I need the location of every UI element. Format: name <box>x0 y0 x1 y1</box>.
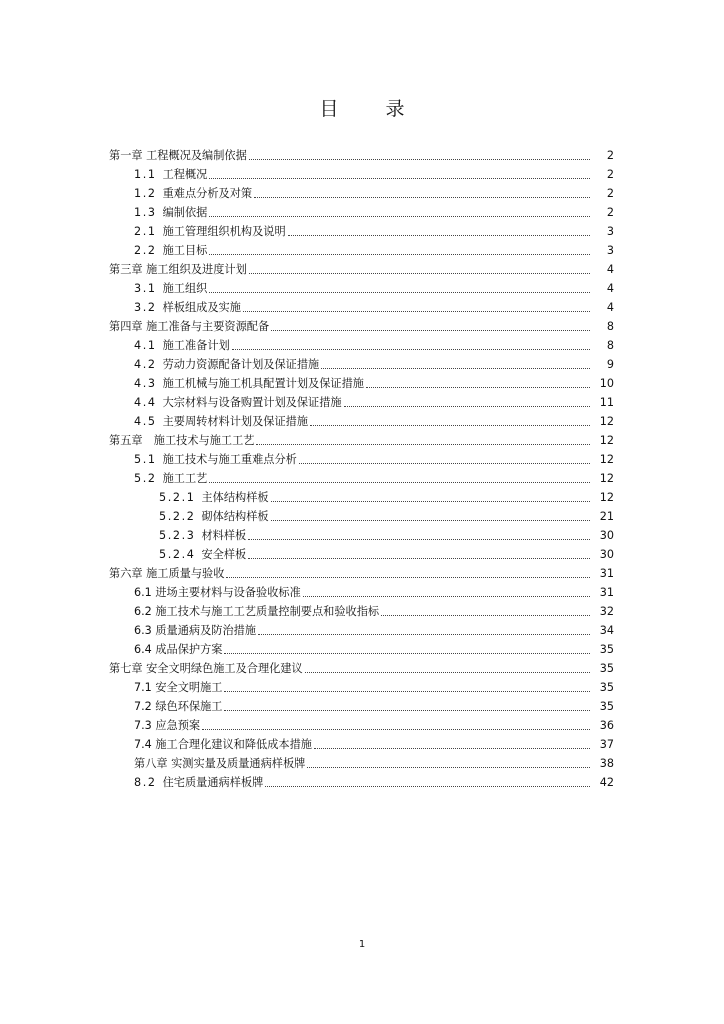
toc-dot-leader <box>299 463 590 464</box>
toc-entry-number: 5.2.2 <box>159 510 196 523</box>
toc-dot-leader <box>303 596 590 597</box>
toc-dot-leader <box>265 786 590 787</box>
toc-entry[interactable] <box>0 714 724 733</box>
toc-entry-page: 37 <box>599 738 614 751</box>
page-number: 1 <box>358 939 366 950</box>
toc-entry-number: 3.1 <box>134 282 157 295</box>
toc-entry-page: 30 <box>599 529 614 542</box>
toc-entry[interactable] <box>0 448 724 467</box>
toc-entry-label: 第六章 施工质量与验收 <box>109 567 225 580</box>
toc-dot-leader <box>209 178 590 179</box>
toc-entry-label: 编制依据 <box>162 206 208 219</box>
toc-entry-page: 12 <box>599 415 614 428</box>
toc-dot-leader <box>271 520 590 521</box>
toc-entry-page: 2 <box>606 149 614 162</box>
toc-entry-page: 11 <box>599 396 614 409</box>
toc-entry-label: 7.1 安全文明施工 <box>134 681 223 694</box>
toc-entry[interactable] <box>0 429 724 448</box>
toc-entry-page: 30 <box>599 548 614 561</box>
toc-entry-page: 12 <box>599 453 614 466</box>
toc-entry-label: 施工技术与施工重难点分析 <box>162 453 297 466</box>
toc-entry[interactable] <box>0 220 724 239</box>
toc-entry-page: 4 <box>606 263 614 276</box>
toc-entry-label: 主体结构样板 <box>201 491 269 504</box>
toc-entry-label: 7.3 应急预案 <box>134 719 201 732</box>
toc-entry-page: 34 <box>599 624 614 637</box>
toc-entry[interactable] <box>0 676 724 695</box>
toc-entry-page: 32 <box>599 605 614 618</box>
toc-entry-number: 1.3 <box>134 206 157 219</box>
toc-entry[interactable] <box>0 619 724 638</box>
toc-entry[interactable] <box>0 334 724 353</box>
toc-entry-number: 5.2.1 <box>159 491 196 504</box>
toc-entry-page: 31 <box>599 586 614 599</box>
toc-dot-leader <box>310 425 590 426</box>
toc-entry-label: 6.4 成品保护方案 <box>134 643 223 656</box>
toc-dot-leader <box>254 197 590 198</box>
toc-entry-label: 第五章 施工技术与施工工艺 <box>109 434 255 447</box>
toc-dot-leader <box>224 653 590 654</box>
toc-entry[interactable] <box>0 486 724 505</box>
toc-entry-label: 7.2 绿色环保施工 <box>134 700 223 713</box>
toc-entry-page: 12 <box>599 491 614 504</box>
toc-entry-label: 第八章 实测实量及质量通病样板牌 <box>134 757 306 770</box>
toc-entry[interactable] <box>0 163 724 182</box>
toc-dot-leader <box>209 216 590 217</box>
toc-entry-label: 大宗材料与设备购置计划及保证措施 <box>162 396 342 409</box>
toc-entry[interactable] <box>0 733 724 752</box>
toc-dot-leader <box>305 672 590 673</box>
toc-entry-label: 样板组成及实施 <box>162 301 241 314</box>
toc-entry-page: 36 <box>599 719 614 732</box>
toc-dot-leader <box>271 330 590 331</box>
toc-entry-label: 砌体结构样板 <box>201 510 269 523</box>
toc-dot-leader <box>381 615 590 616</box>
toc-dot-leader <box>226 577 590 578</box>
toc-dot-leader <box>366 387 590 388</box>
toc-entry-number: 1.1 <box>134 168 157 181</box>
toc-entry-page: 9 <box>606 358 614 371</box>
toc-entry-page: 8 <box>606 339 614 352</box>
toc-entry[interactable] <box>0 562 724 581</box>
toc-dot-leader <box>307 767 590 768</box>
toc-entry[interactable] <box>0 239 724 258</box>
toc-entry-number: 5.1 <box>134 453 157 466</box>
toc-entry-label: 6.3 质量通病及防治措施 <box>134 624 257 637</box>
toc-entry[interactable] <box>0 581 724 600</box>
toc-dot-leader <box>224 710 590 711</box>
toc-dot-leader <box>249 159 590 160</box>
toc-entry-page: 2 <box>606 187 614 200</box>
toc-entry-page: 21 <box>599 510 614 523</box>
toc-dot-leader <box>209 292 590 293</box>
toc-entry-number: 4.2 <box>134 358 157 371</box>
toc-entry-label: 6.1 进场主要材料与设备验收标准 <box>134 586 301 599</box>
toc-entry[interactable] <box>0 752 724 771</box>
toc-entry[interactable] <box>0 600 724 619</box>
toc-entry-page: 3 <box>606 244 614 257</box>
toc-entry-label: 第三章 施工组织及进度计划 <box>109 263 247 276</box>
table-of-contents <box>0 144 724 790</box>
toc-dot-leader <box>202 729 590 730</box>
toc-entry[interactable] <box>0 771 724 790</box>
toc-dot-leader <box>224 691 590 692</box>
toc-entry-page: 35 <box>599 662 614 675</box>
toc-entry-label: 施工准备计划 <box>162 339 230 352</box>
toc-entry[interactable] <box>0 144 724 163</box>
toc-entry-page: 35 <box>599 700 614 713</box>
toc-entry-number: 2.2 <box>134 244 157 257</box>
toc-entry-page: 2 <box>606 206 614 219</box>
toc-entry[interactable] <box>0 315 724 334</box>
toc-entry[interactable] <box>0 296 724 315</box>
toc-entry[interactable] <box>0 182 724 201</box>
toc-entry-page: 10 <box>599 377 614 390</box>
toc-entry-number: 1.2 <box>134 187 157 200</box>
toc-entry-page: 2 <box>606 168 614 181</box>
toc-entry-label: 主要周转材料计划及保证措施 <box>162 415 309 428</box>
toc-entry-page: 31 <box>599 567 614 580</box>
toc-entry-label: 劳动力资源配备计划及保证措施 <box>162 358 320 371</box>
toc-entry[interactable] <box>0 258 724 277</box>
toc-entry-label: 重难点分析及对策 <box>162 187 253 200</box>
toc-entry-label: 施工机械与施工机具配置计划及保证措施 <box>162 377 364 390</box>
toc-entry-label: 施工工艺 <box>162 472 208 485</box>
toc-entry[interactable] <box>0 467 724 486</box>
toc-entry[interactable] <box>0 657 724 676</box>
toc-entry-label: 施工管理组织机构及说明 <box>162 225 286 238</box>
toc-entry-number: 4.1 <box>134 339 157 352</box>
toc-entry-page: 35 <box>599 643 614 656</box>
toc-dot-leader <box>249 273 590 274</box>
toc-dot-leader <box>248 539 590 540</box>
toc-dot-leader <box>248 558 590 559</box>
toc-dot-leader <box>209 482 590 483</box>
toc-entry-label: 住宅质量通病样板牌 <box>162 776 264 789</box>
toc-entry[interactable] <box>0 695 724 714</box>
toc-entry-page: 42 <box>599 776 614 789</box>
toc-entry-label: 材料样板 <box>201 529 247 542</box>
toc-entry-label: 施工目标 <box>162 244 208 257</box>
toc-entry-number: 4.3 <box>134 377 157 390</box>
toc-dot-leader <box>258 634 590 635</box>
toc-dot-leader <box>243 311 590 312</box>
toc-entry-number: 3.2 <box>134 301 157 314</box>
toc-entry-number: 8.2 <box>134 776 157 789</box>
toc-entry[interactable] <box>0 524 724 543</box>
toc-entry-page: 3 <box>606 225 614 238</box>
toc-entry[interactable] <box>0 505 724 524</box>
toc-entry-page: 4 <box>606 282 614 295</box>
toc-dot-leader <box>271 501 590 502</box>
toc-entry-number: 5.2.4 <box>159 548 196 561</box>
toc-dot-leader <box>256 444 590 445</box>
toc-dot-leader <box>232 349 590 350</box>
toc-entry[interactable] <box>0 391 724 410</box>
toc-entry[interactable] <box>0 201 724 220</box>
toc-dot-leader <box>344 406 590 407</box>
toc-entry[interactable] <box>0 638 724 657</box>
toc-entry-page: 12 <box>599 472 614 485</box>
toc-entry-label: 安全样板 <box>201 548 247 561</box>
toc-entry-label: 施工组织 <box>162 282 208 295</box>
toc-entry[interactable] <box>0 410 724 429</box>
page-title: 目 录 <box>319 98 419 120</box>
toc-entry-page: 12 <box>599 434 614 447</box>
toc-entry-page: 38 <box>599 757 614 770</box>
toc-entry-page: 35 <box>599 681 614 694</box>
toc-entry[interactable] <box>0 277 724 296</box>
toc-dot-leader <box>288 235 590 236</box>
toc-entry-label: 第一章 工程概况及编制依据 <box>109 149 247 162</box>
toc-entry[interactable] <box>0 543 724 562</box>
toc-entry-label: 7.4 施工合理化建议和降低成本措施 <box>134 738 312 751</box>
toc-entry[interactable] <box>0 372 724 391</box>
toc-entry-label: 工程概况 <box>162 168 208 181</box>
toc-entry-number: 5.2 <box>134 472 157 485</box>
toc-entry-number: 4.5 <box>134 415 157 428</box>
toc-dot-leader <box>314 748 590 749</box>
toc-entry-number: 4.4 <box>134 396 157 409</box>
toc-entry-label: 6.2 施工技术与施工工艺质量控制要点和验收指标 <box>134 605 380 618</box>
toc-entry-number: 2.1 <box>134 225 157 238</box>
toc-dot-leader <box>321 368 590 369</box>
toc-entry-page: 4 <box>606 301 614 314</box>
toc-entry-page: 8 <box>606 320 614 333</box>
toc-entry-label: 第七章 安全文明绿色施工及合理化建议 <box>109 662 303 675</box>
toc-entry-label: 第四章 施工准备与主要资源配备 <box>109 320 270 333</box>
toc-dot-leader <box>209 254 590 255</box>
toc-entry[interactable] <box>0 353 724 372</box>
toc-entry-number: 5.2.3 <box>159 529 196 542</box>
